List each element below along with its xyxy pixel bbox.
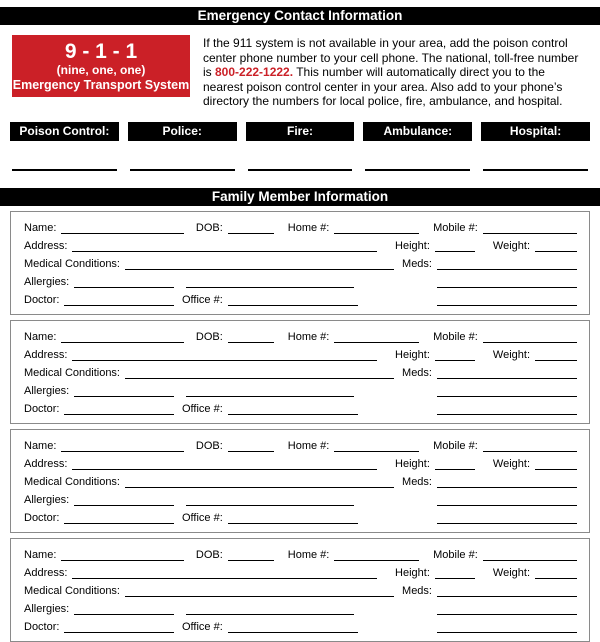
meds-continuation-line-1 <box>437 503 577 506</box>
weight-label: Weight: <box>492 239 530 252</box>
office-phone-label: Office #: <box>182 620 223 633</box>
home-phone-blank-line <box>334 231 419 234</box>
weight-blank-line <box>535 467 577 470</box>
allergies-field <box>24 494 174 507</box>
dob-label: DOB: <box>195 439 223 452</box>
dob-label: DOB: <box>195 548 223 561</box>
allergies-continuation-line <box>186 503 354 506</box>
doctor-blank-line <box>64 412 174 415</box>
member-row-doctor <box>24 507 577 525</box>
meds-blank-line <box>437 594 577 597</box>
member-row-name <box>24 544 577 562</box>
nine-one-one-box <box>12 35 190 97</box>
address-blank-line <box>72 576 377 579</box>
allergies-blank-line <box>74 285 174 288</box>
meds-continuation-line-2 <box>437 630 577 633</box>
name-label: Name: <box>24 439 57 452</box>
name-label: Name: <box>24 548 57 561</box>
allergies-blank-line <box>74 503 174 506</box>
height-blank-line <box>435 576 475 579</box>
name-blank-line <box>61 558 183 561</box>
doctor-field <box>24 512 174 525</box>
allergies-field <box>24 276 174 289</box>
allergies-label: Allergies: <box>24 275 70 288</box>
mobile-phone-label: Mobile #: <box>433 221 478 234</box>
poison-control-blank-line <box>12 169 117 171</box>
meds-blank-line <box>437 376 577 379</box>
dob-blank-line <box>228 558 274 561</box>
home-phone-label: Home #: <box>287 330 330 343</box>
office-phone-blank-line <box>228 521 358 524</box>
height-label: Height: <box>395 566 430 579</box>
home-phone-blank-line <box>334 449 419 452</box>
height-blank-line <box>435 358 475 361</box>
mobile-phone-label: Mobile #: <box>433 330 478 343</box>
home-phone-label: Home #: <box>287 221 330 234</box>
dob-label: DOB: <box>195 330 223 343</box>
height-label: Height: <box>395 348 430 361</box>
poison-control-phone-number: 800-222-1222. <box>215 65 294 80</box>
home-phone-blank-line <box>334 558 419 561</box>
meds-blank-line <box>437 267 577 270</box>
office-phone-blank-line <box>228 630 358 633</box>
address-label: Address: <box>24 348 68 361</box>
height-label: Height: <box>395 457 430 470</box>
allergies-field <box>24 603 174 616</box>
meds-continuation-line-1 <box>437 394 577 397</box>
office-phone-blank-line <box>228 412 358 415</box>
weight-label: Weight: <box>492 457 530 470</box>
fire-blank-line <box>248 169 353 171</box>
address-blank-line <box>72 358 377 361</box>
instructions-text-after: This number will automatically direct you to the nearest poison control center in your area. Also add to your phone’s directory the numbers for local police, fire, ambulance, and hospital. <box>203 65 563 109</box>
name-label: Name: <box>24 330 57 343</box>
height-blank-line <box>435 249 475 252</box>
medical-conditions-label: Medical Conditions: <box>24 366 120 379</box>
medical-conditions-label: Medical Conditions: <box>24 475 120 488</box>
page-title: Emergency Contact Information <box>0 7 600 25</box>
meds-label: Meds: <box>402 584 432 597</box>
address-label: Address: <box>24 457 68 470</box>
office-phone-label: Office #: <box>182 511 223 524</box>
meds-continuation-line-1 <box>437 285 577 288</box>
address-blank-line <box>72 467 377 470</box>
member-row-doctor <box>24 398 577 416</box>
doctor-field <box>24 403 174 416</box>
medical-conditions-blank-line <box>125 267 394 270</box>
contact-label-police: Police: <box>128 122 237 141</box>
top-section <box>12 35 588 109</box>
dob-blank-line <box>228 231 274 234</box>
member-row-doctor <box>24 616 577 634</box>
mobile-phone-label: Mobile #: <box>433 439 478 452</box>
member-row-allergies <box>24 598 577 616</box>
doctor-field <box>24 294 174 307</box>
member-row-address <box>24 562 577 580</box>
medical-conditions-blank-line <box>125 485 394 488</box>
member-row-doctor <box>24 289 577 307</box>
emergency-contact-blank-lines-row <box>12 169 588 171</box>
doctor-label: Doctor: <box>24 402 60 415</box>
medical-conditions-label: Medical Conditions: <box>24 257 120 270</box>
weight-blank-line <box>535 576 577 579</box>
meds-continuation-line-2 <box>437 412 577 415</box>
weight-blank-line <box>535 249 577 252</box>
allergies-label: Allergies: <box>24 384 70 397</box>
name-label: Name: <box>24 221 57 234</box>
home-phone-label: Home #: <box>287 439 330 452</box>
allergies-continuation-line <box>186 612 354 615</box>
doctor-label: Doctor: <box>24 511 60 524</box>
meds-blank-line <box>437 485 577 488</box>
allergies-blank-line <box>74 612 174 615</box>
family-member-box <box>10 320 590 424</box>
mobile-phone-blank-line <box>483 340 577 343</box>
member-row-allergies <box>24 271 577 289</box>
nine-one-one-subtitle: (nine, one, one) <box>56 63 146 77</box>
address-label: Address: <box>24 566 68 579</box>
doctor-blank-line <box>64 521 174 524</box>
address-blank-line <box>72 249 377 252</box>
instructions-text-before: If the 911 system is not available in your area, add the poison control center phone number to your cell phone. The national, toll-free number is <box>203 36 579 80</box>
mobile-phone-label: Mobile #: <box>433 548 478 561</box>
instructions-paragraph <box>203 35 588 109</box>
home-phone-blank-line <box>334 340 419 343</box>
meds-continuation-line-2 <box>437 521 577 524</box>
member-row-name <box>24 217 577 235</box>
doctor-label: Doctor: <box>24 620 60 633</box>
height-label: Height: <box>395 239 430 252</box>
meds-continuation-line-2 <box>437 303 577 306</box>
family-members-list <box>0 211 600 642</box>
weight-label: Weight: <box>492 566 530 579</box>
family-member-box <box>10 429 590 533</box>
meds-continuation-line-1 <box>437 612 577 615</box>
home-phone-label: Home #: <box>287 548 330 561</box>
allergies-label: Allergies: <box>24 493 70 506</box>
member-row-medical <box>24 580 577 598</box>
ambulance-blank-line <box>365 169 470 171</box>
police-blank-line <box>130 169 235 171</box>
allergies-continuation-line <box>186 285 354 288</box>
meds-label: Meds: <box>402 475 432 488</box>
contact-label-poison-control: Poison Control: <box>10 122 119 141</box>
member-row-address <box>24 235 577 253</box>
name-blank-line <box>61 340 183 343</box>
contact-label-ambulance: Ambulance: <box>363 122 472 141</box>
name-blank-line <box>61 449 183 452</box>
weight-label: Weight: <box>492 348 530 361</box>
weight-blank-line <box>535 358 577 361</box>
allergies-blank-line <box>74 394 174 397</box>
mobile-phone-blank-line <box>483 558 577 561</box>
office-phone-label: Office #: <box>182 402 223 415</box>
medical-conditions-blank-line <box>125 376 394 379</box>
member-row-medical <box>24 253 577 271</box>
hospital-blank-line <box>483 169 588 171</box>
doctor-label: Doctor: <box>24 293 60 306</box>
allergies-label: Allergies: <box>24 602 70 615</box>
dob-blank-line <box>228 449 274 452</box>
allergies-continuation-line <box>186 394 354 397</box>
member-row-medical <box>24 362 577 380</box>
member-row-address <box>24 453 577 471</box>
contact-label-fire: Fire: <box>246 122 355 141</box>
dob-blank-line <box>228 340 274 343</box>
member-row-allergies <box>24 489 577 507</box>
nine-one-one-caption: Emergency Transport System <box>12 78 190 92</box>
family-member-box <box>10 538 590 642</box>
doctor-blank-line <box>64 303 174 306</box>
mobile-phone-blank-line <box>483 231 577 234</box>
address-label: Address: <box>24 239 68 252</box>
height-blank-line <box>435 467 475 470</box>
allergies-field <box>24 385 174 398</box>
contact-label-hospital: Hospital: <box>481 122 590 141</box>
member-row-allergies <box>24 380 577 398</box>
nine-one-one-number: 9 - 1 - 1 <box>64 40 138 63</box>
medical-conditions-label: Medical Conditions: <box>24 584 120 597</box>
member-row-address <box>24 344 577 362</box>
doctor-blank-line <box>64 630 174 633</box>
dob-label: DOB: <box>195 221 223 234</box>
medical-conditions-blank-line <box>125 594 394 597</box>
mobile-phone-blank-line <box>483 449 577 452</box>
office-phone-label: Office #: <box>182 293 223 306</box>
member-row-name <box>24 435 577 453</box>
name-blank-line <box>61 231 183 234</box>
office-phone-blank-line <box>228 303 358 306</box>
meds-label: Meds: <box>402 257 432 270</box>
member-row-name <box>24 326 577 344</box>
family-member-box <box>10 211 590 315</box>
family-section-title: Family Member Information <box>0 188 600 206</box>
member-row-medical <box>24 471 577 489</box>
meds-label: Meds: <box>402 366 432 379</box>
emergency-contact-labels-row <box>10 122 590 141</box>
